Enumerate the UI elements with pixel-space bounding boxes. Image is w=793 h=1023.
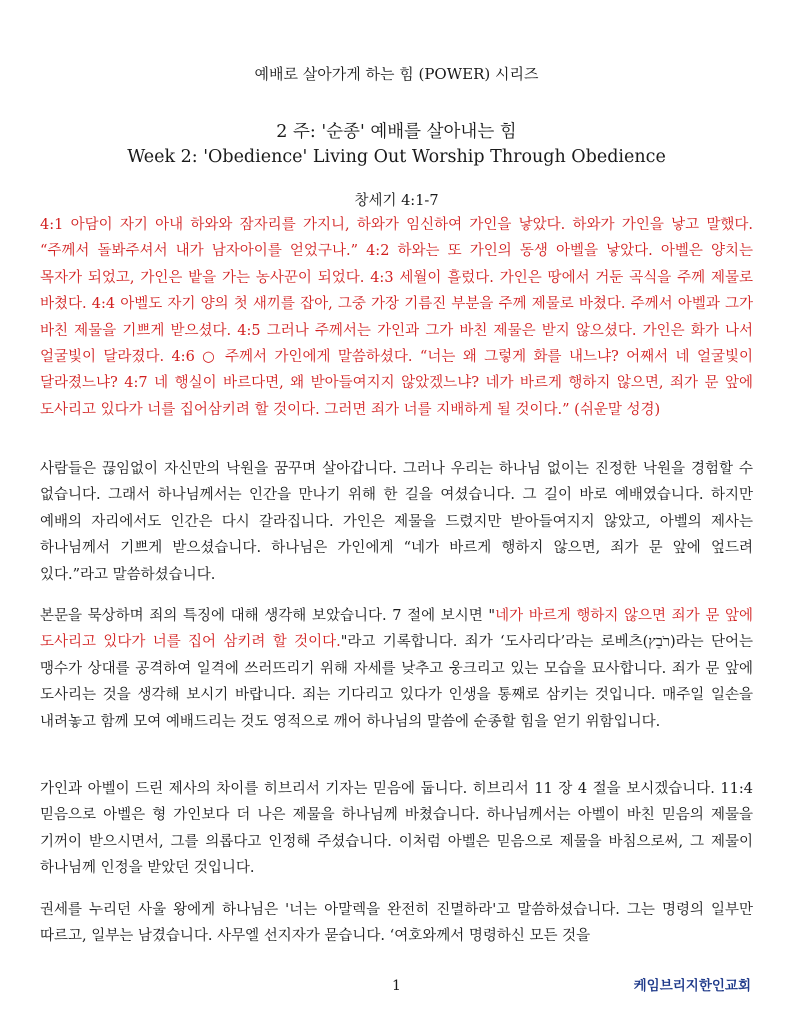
paragraph-2-rest: "라고 기록합니다. 죄가 ‘도사리다’라는 로베츠(רֹבֵץ)라는 단어는 맹수가 상대를 공격하여 일격에 쓰러뜨리기 위해 자세를 낮추고 웅크리고 있는 모습을 묘사합니다. 죄가 문 앞에 도사리는 것을 생각해 보시기 바랍니다. 죄는 기다리고 있다가 인생을 통째로 삼키는 것입니다. 매주일 일손을 내려놓고 함께 모여 예배드리는 것도 영적으로 깨어 하나님의 말씀에 순종할 힘을 얻기 위함입니다. xyxy=(40,634,753,730)
body-paragraph-3: 가인과 아벨이 드린 제사의 차이를 히브리서 기자는 믿음에 둡니다. 히브리서 11 장 4 절을 보시겠습니다. 11:4 믿음으로 아벨은 형 가인보다 더 나은 제물을 하나님께 바쳤습니다. 하나님께서는 아벨이 바친 믿음의 제물을 기꺼이 받으시면서, 그를 의롭다고 인정해 주셨습니다. 이처럼 아벨은 믿음으로 제물을 바침으로써, 그 제물이 하나님께 인정을 받았던 것입니다. xyxy=(40,781,753,877)
page-number: 1 xyxy=(392,978,401,994)
body-paragraph-1: 사람들은 끊임없이 자신만의 낙원을 꿈꾸며 살아갑니다. 그러나 우리는 하나님 없이는 진정한 낙원을 경험할 수 없습니다. 그래서 하나님께서는 인간을 만나기 위해 한 길을 여셨습니다. 그 길이 바로 예배였습니다. 하지만 예배의 자리에서도 인간은 다시 갈라집니다. 가인은 제물을 드렸지만 받아들여지지 않았고, 아벨의 제사는 하나님께서 기쁘게 받으셨습니다. 하나님은 가인에게 “네가 바르게 행하지 않으면, 죄가 문 앞에 엎드려 있다.”라고 말씀하셨습니다. xyxy=(40,461,753,583)
church-name: 케임브리지한인교회 xyxy=(633,978,751,994)
scripture-passage: 4:1 아담이 자기 아내 하와와 잠자리를 가지니, 하와가 임신하여 가인을 낳았다. 하와가 가인을 낳고 말했다. “주께서 돌봐주셔서 내가 남자아이를 얻었구나.” 4:2 하와는 또 가인의 동생 아벨을 낳았다. 아벨은 양치는 목자가 되었고, 가인은 밭을 가는 농사꾼이 되었다. 4:3 세월이 흘렀다. 가인은 땅에서 거둔 곡식을 주께 제물로 바쳤다. 4:4 아벨도 자기 양의 첫 새끼를 잡아, 그중 가장 기름진 부분을 주께 제물로 바쳤다. 주께서 아벨과 그가 바친 제물을 기쁘게 받으셨다. 4:5 그러나 주께서는 가인과 그가 바친 제물은 받지 않으셨다. 가인은 화가 나서 얼굴빛이 달라졌다. 4:6 ○ 주께서 가인에게 말씀하셨다. “너는 왜 그렇게 화를 내느냐? 어째서 네 얼굴빛이 달라졌느냐? 4:7 네 행실이 바르다면, 왜 받아들여지지 않았겠느냐? 네가 바르게 행하지 않으면, 죄가 문 앞에 도사리고 있다가 너를 집어삼키려 할 것이다. 그러면 죄가 너를 지배하게 될 것이다.” (쉬운말 성경) xyxy=(40,217,753,418)
week-title-english: Week 2: 'Obedience' Living Out Worship Through Obedience xyxy=(127,147,666,167)
body-paragraph-2 xyxy=(40,603,753,735)
scripture-reference: 창세기 4:1-7 xyxy=(354,193,439,209)
highlighted-quote: 네가 바르게 행하지 않으면 죄가 문 앞에 도사리고 있다가 너를 집어 삼키려 할 것이다. xyxy=(40,608,753,651)
week-title-korean: 2 주: '순종' 예배를 살아내는 힘 xyxy=(276,122,517,142)
body-paragraph-4: 권세를 누리던 사울 왕에게 하나님은 '너는 아말렉을 완전히 진멸하라'고 말씀하셨습니다. 그는 명령의 일부만 따르고, 일부는 남겼습니다. 사무엘 선지자가 묻습니다. ‘여호와께서 명령하신 모든 것을 xyxy=(40,902,753,945)
series-title: 예배로 살아가게 하는 힘 (POWER) 시리즈 xyxy=(254,65,539,83)
document-page xyxy=(40,0,753,1023)
paragraph-2-intro: 본문을 묵상하며 죄의 특징에 대해 생각해 보았습니다. 7 절에 보시면 " xyxy=(40,608,496,624)
